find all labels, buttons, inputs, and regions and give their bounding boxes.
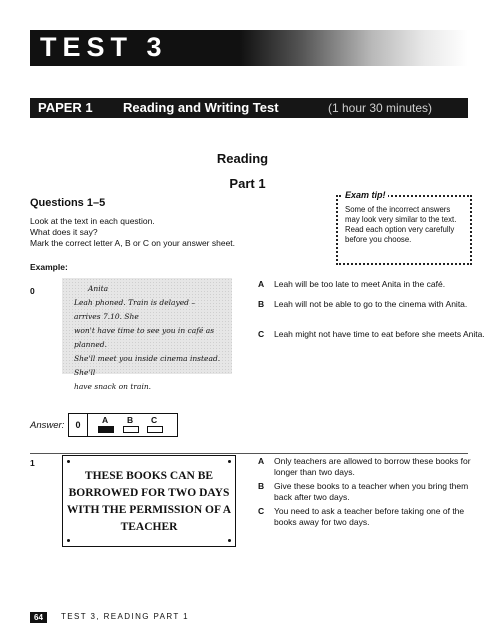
option-letter: A (258, 279, 265, 289)
sign-line: BORROWED FOR TWO DAYS (68, 487, 230, 499)
example-label: Example: (30, 262, 68, 272)
option-text: Only teachers are allowed to borrow these books for longer than two days. (274, 456, 471, 477)
answer-number: 0 (69, 414, 88, 436)
option-text: You need to ask a teacher before taking one of the books away for two days. (274, 506, 465, 527)
note-line: Anita (88, 284, 109, 293)
option-letter: C (258, 506, 265, 516)
option-letter: B (258, 299, 265, 309)
note-line: won't have time to see you in café as planned. (74, 326, 215, 349)
tip-border-right (470, 195, 475, 265)
note-line: She'll meet you inside cinema instead. She'll (74, 354, 221, 377)
test-banner (30, 30, 468, 66)
option-text: Leah will not be able to go to the cinema with Anita. (274, 299, 468, 309)
notice-sign (62, 455, 236, 547)
option-text: Give these books to a teacher when you bring them back after two days. (274, 481, 469, 502)
note-line: have snack on train. (74, 382, 152, 391)
paper-bar (30, 98, 468, 118)
answer-mark-c[interactable] (147, 426, 163, 433)
part-title: Part 1 (229, 176, 266, 191)
example-number: 0 (30, 286, 35, 296)
note-text (74, 282, 224, 394)
option-letter: B (258, 481, 265, 491)
footer-text: TEST 3, READING PART 1 (61, 612, 190, 621)
corner-dot (228, 460, 231, 463)
page-number: 64 (30, 612, 47, 623)
corner-dot (228, 539, 231, 542)
paper-label: PAPER 1 (38, 100, 93, 115)
exam-tip-text: Some of the incorrect answers may look very similar to the text. Read each option very carefully before you choose. (345, 205, 457, 244)
answer-letter-c: C (151, 415, 158, 425)
option-text: Leah might not have time to eat before she meets Anita. (274, 329, 485, 339)
paper-title: Reading and Writing Test (123, 100, 279, 115)
exam-tip-title: Exam tip! (345, 190, 386, 200)
sign-line: THESE BOOKS CAN BE (84, 470, 214, 482)
answer-mark-a-filled[interactable] (98, 426, 114, 433)
option-letter: C (258, 329, 265, 339)
sign-line: TEACHER (120, 521, 178, 533)
tip-border-left (336, 195, 341, 265)
sign-text (63, 468, 235, 536)
section-title: Reading (216, 151, 269, 166)
tip-border-bottom (336, 263, 472, 265)
test-title: TEST 3 (40, 32, 168, 62)
exam-tip-box (336, 191, 474, 270)
answer-mark-b[interactable] (123, 426, 139, 433)
option-text: Leah will be too late to meet Anita in the café. (274, 279, 446, 289)
section-divider (30, 453, 468, 454)
questions-heading: Questions 1–5 (30, 197, 106, 209)
example-note (62, 278, 232, 391)
corner-dot (67, 460, 70, 463)
answer-letter-b: B (127, 415, 134, 425)
corner-dot (67, 539, 70, 542)
answer-label: Answer: (30, 420, 65, 431)
option-letter: A (258, 456, 265, 466)
instruction-line: Mark the correct letter A, B or C on your answer sheet. (30, 238, 236, 248)
answer-grid (68, 413, 178, 437)
instruction-line: Look at the text in each question. (30, 216, 155, 226)
sign-line: WITH THE PERMISSION OF A (66, 504, 232, 516)
instruction-line: What does it say? (30, 227, 98, 237)
paper-time: (1 hour 30 minutes) (328, 101, 433, 115)
question-number: 1 (30, 458, 35, 468)
note-line: Leah phoned. Train is delayed – arrives 7.10. She (74, 298, 196, 321)
answer-letter-a: A (102, 415, 109, 425)
